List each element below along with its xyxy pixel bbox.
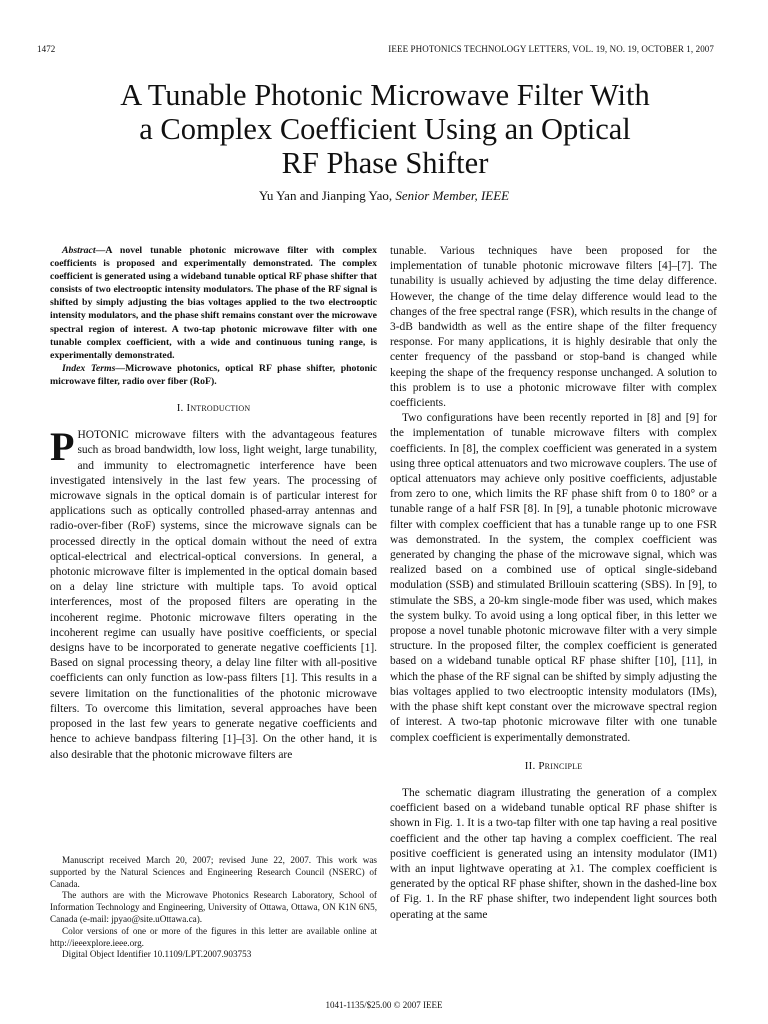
paragraph-configurations: Two configurations have been recently reported in [8] and [9] for the implementation of tunable microwave filters with complex coefficients. In [8], the complex coefficient was generated in a system using three optical attenuators and two microwave couplers. The use of optical attenuators may achieve only positive coefficients, adjustable from zero to one, which limits the RF phase shift from 0 to 180° or a tunable range of a half FSR [8]. In [9], a tunable photonic microwave filter with complex coefficient that has a tunable range up to one FSR was demonstrated. In the system, the complex coefficient was generated by changing the phase of the microwave signal, which was realized based on a combined use of optical single-sideband modulation (SSB) and stimulated Brillouin scattering (SBS). In [9], to stimulate the SBS, a 20-km single-mode fiber was used, which makes the system bulky. To avoid using a long optical fiber, in this letter we propose a novel tunable photonic microwave filter with a very simple structure. In the proposed filter, the complex coefficient is generated based on a wideband tunable optical RF phase shifter [10], [11], in which the phase of the RF signal can be shifted by simply adjusting the bias voltages applied to two electrooptic intensity modulators (IMs), with the phase shift kept constant over the microwave spectral region of interest. A two-tap photonic microwave filter with one tunable complex coefficient is experimentally demonstrated. [390, 412, 717, 744]
author-names: Yu Yan and Jianping Yao, [258, 188, 393, 203]
copyright-footer: 1041-1135/$25.00 © 2007 IEEE [325, 1000, 443, 1010]
footnote-color: Color versions of one or more of the figures in this letter are available online at http://ieeexplore.ieee.org. [50, 925, 377, 948]
page-number: 1472 [37, 44, 56, 54]
journal-header: IEEE PHOTONICS TECHNOLOGY LETTERS, VOL. 19, NO. 19, OCTOBER 1, 2007 [388, 44, 714, 54]
intro-text: HOTONIC microwave filters with the advantageous features such as broad bandwidth, low loss, light weight, large tunability, and immunity to electromagnetic interference have been investigated intensively in the last few years. The processing of microwave signals in the optical domain is of particular interest for applications such as optically controlled phased-array antennas and radio-over-fiber (RoF) systems, since the microwave signals can be processed directly in the optical domain without the need of extra optical-electrical and electrical-optical conversions. In general, a photonic microwave filter is implemented in the optical domain based on a delay line stricture with multiple taps. To avoid optical interferences, most of the proposed filters are operating in the incoherent regime. Photonic microwave filters operating in the incoherent regime can usually have positive coefficients, or special designs have to be incorporated to generate negative coefficients [1]. Based on signal processing theory, a delay line filter with all-positive coefficients can only function as low-pass filters [1]. This results in a severe limitation on the functionalities of the photonic microwave filters. To overcome this limitation, several approaches have been proposed in the last few years to generate negative coefficients and hence to achieve bandpass filtering [1]–[3]. On the other hand, it is also desirable that the photonic microwave filters are [50, 429, 377, 761]
footnotes [50, 855, 377, 961]
principle-paragraph: The schematic diagram illustrating the generation of a complex coefficient based on a wideband tunable optical RF phase shifter is shown in Fig. 1. It is a two-tap filter with one tap having a real positive coefficient and the other tap having a complex coefficient. The real positive coefficient is generated using an intensity modulator (IM1) with an input lightwave operating at λ1. The complex coefficient is generated by the optical RF phase shifter, shown in the dashed-line box of Fig. 1. In the RF phase shifter, two independent light sources both operating at the same [390, 786, 717, 921]
abstract-lead: Abstract— [62, 245, 106, 256]
section-title: Principle [538, 759, 583, 772]
section-heading-introduction [50, 401, 377, 416]
footnote-authors: The authors are with the Microwave Photonics Research Laboratory, School of Information Technology and Engineering, University of Ottawa, Ottawa, ON K1N 6N5, Canada (e-mail: jpyao@site.uOttawa.ca). [50, 890, 377, 924]
drop-cap: P [50, 424, 75, 470]
footnote-manuscript: Manuscript received March 20, 2007; revised June 22, 2007. This work was supported by the Natural Sciences and Engineering Research Council (NSERC) of Canada. [50, 855, 377, 889]
paper-title [60, 78, 710, 180]
index-terms-text: Microwave photonics, optical RF phase shifter, photonic microwave filter, radio over fiber (RoF). [50, 362, 377, 387]
author-line [0, 188, 768, 204]
left-column [50, 244, 377, 763]
section-number: II. [524, 759, 536, 772]
section-heading-principle [390, 759, 717, 774]
index-terms [50, 362, 377, 388]
abstract-text: A novel tunable photonic microwave filter with complex coefficients is proposed and experimentally demonstrated. The complex coefficient is generated using a wideband tunable optical RF phase shifter that consists of two electrooptic intensity modulators. The phase of the RF signal is shifted by simply adjusting the bias voltages applied to the two electrooptic intensity modulators, and the phase shift remains constant over the microwave spectral region of interest. A two-tap photonic microwave filter with one tunable complex coefficient, with a wide and continuous tuning range, is experimentally demonstrated. [50, 245, 377, 361]
footnote-doi: Digital Object Identifier 10.1109/LPT.2007.903753 [62, 949, 252, 960]
index-terms-lead: Index Terms— [62, 362, 126, 374]
right-column [390, 244, 717, 923]
title-line-2: a Complex Coefficient Using an Optical [139, 112, 631, 146]
section-number: I. [176, 402, 184, 415]
paragraph-continued: tunable. Various techniques have been proposed for the implementation of tunable photonic microwave filters [4]–[7]. The tunability is usually achieved by adjusting the time delay difference. However, the change of the time delay difference would lead to the changes of the free spectral range (FSR), which results in the change of 3-dB bandwidth as well as the entire shape of the filter frequency response. For many applications, it is highly desirable that only the center frequency of the passband or stop-band is changed while keeping the shape of the frequency response unchanged. A solution to this problem is to use a photonic microwave filter with complex coefficients. [390, 245, 717, 410]
intro-paragraph [50, 424, 377, 762]
author-affiliation: Senior Member, IEEE [395, 188, 510, 203]
section-title: Introduction [186, 402, 251, 415]
title-line-1: A Tunable Photonic Microwave Filter With [120, 78, 650, 112]
title-line-3: RF Phase Shifter [281, 146, 489, 180]
abstract [50, 244, 377, 362]
